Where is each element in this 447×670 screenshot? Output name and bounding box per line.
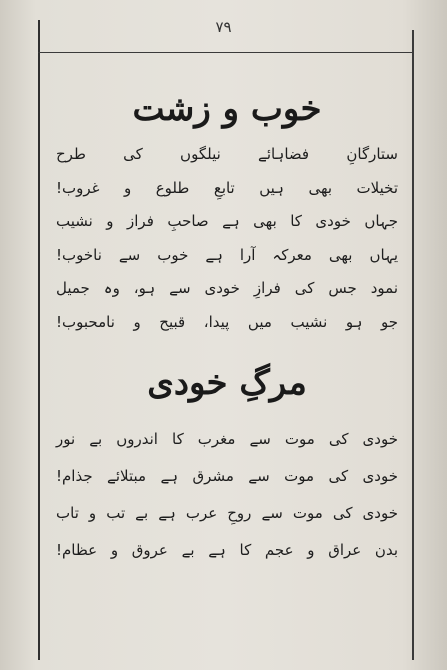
verse-line: خودی کی موت سے روحِ عرب ہے بے تب و تاب xyxy=(56,504,398,522)
verse-line: یہاں بھی معرکہ آرا ہے خوب سے ناخوب! xyxy=(56,245,398,264)
poem-content xyxy=(52,80,402,569)
poem-section-khoob-o-zisht xyxy=(52,80,402,339)
verse-line: خودی کی موت سے مغرب کا اندروں بے نور xyxy=(56,430,398,448)
verse-line: جو ہو نشیب میں پیدا، قبیح و نامحبوب! xyxy=(56,312,398,331)
section-heading: خوب و زشت xyxy=(132,89,322,129)
page-number: ۷۹ xyxy=(215,18,232,36)
verse-line: ستارگانِ فضاہائے نیلگوں کی طرح xyxy=(56,145,398,163)
verse-line: بدن عراق و عجم کا ہے بے عروق و عظام! xyxy=(56,541,398,559)
verse-line: تخیلات بھی ہیں تابعِ طلوع و غروب! xyxy=(56,178,398,197)
verse-line: نمود جس کی فرازِ خودی سے ہو، وہ جمیل xyxy=(56,279,398,297)
section-heading: مرگِ خودی xyxy=(147,363,307,403)
poem-section-marg-e-khudi xyxy=(52,345,402,569)
verse-line: خودی کی موت سے مشرق ہے مبتلائے جذام! xyxy=(56,467,398,485)
verse-line: جہاں خودی کا بھی ہے صاحبِ فراز و نشیب xyxy=(56,212,398,230)
